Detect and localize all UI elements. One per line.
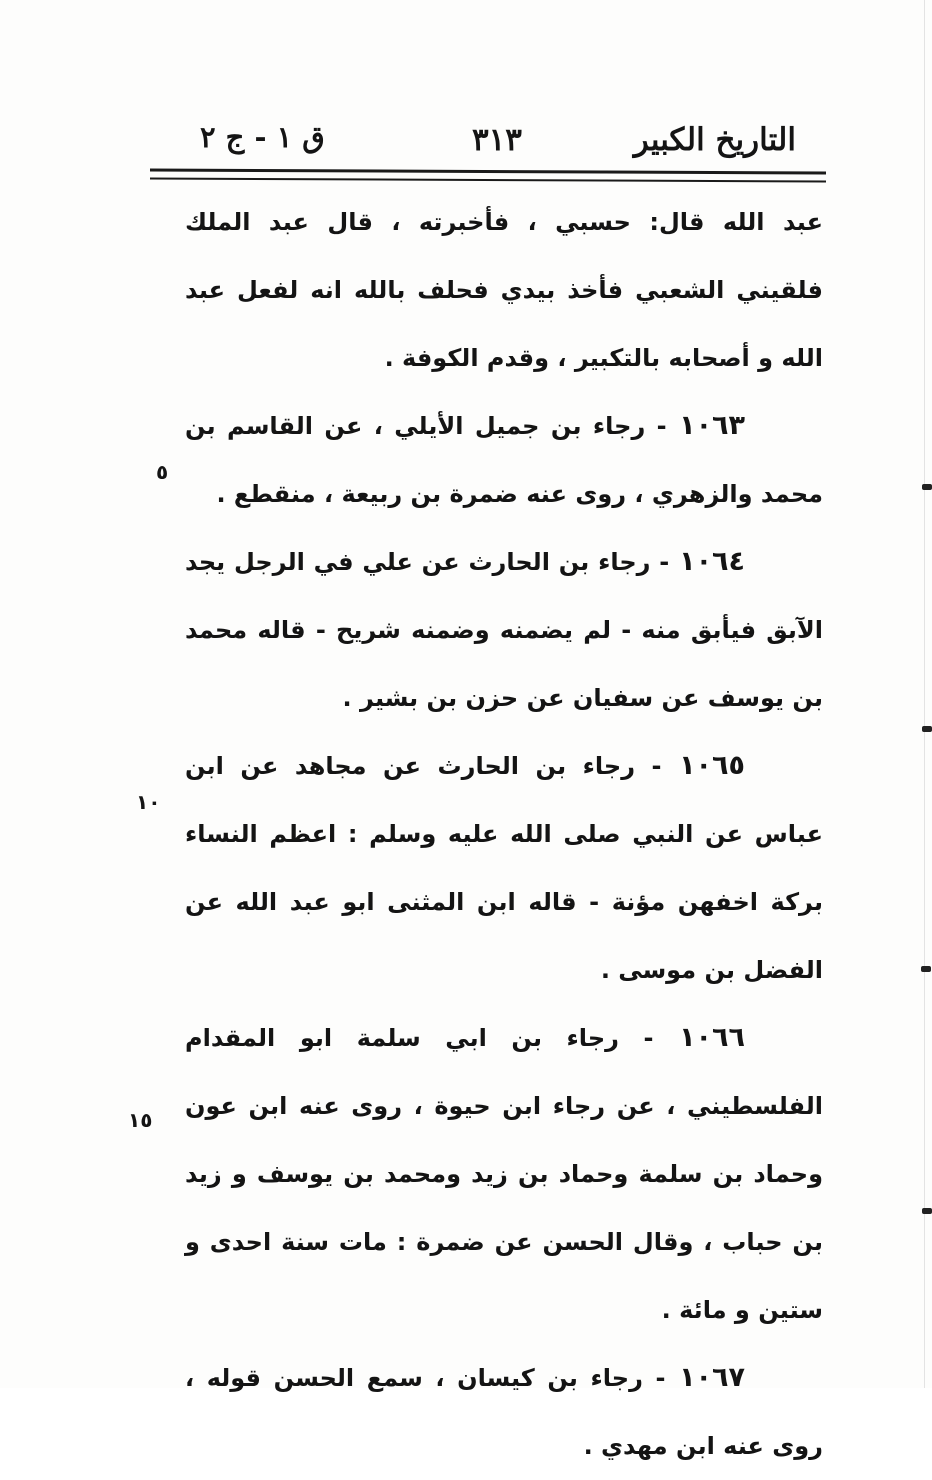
binding-hole: [922, 726, 932, 732]
binding-hole: [921, 966, 931, 972]
entry-number: ١٠٦٤: [669, 546, 746, 577]
binding-hole: [922, 1208, 932, 1214]
binding-hole: [922, 484, 932, 490]
entry-text: - رجاء بن الحارث عن علي في الرجل يجد الآبق فيأبق منه - لم يضمنه وضمنه شريح - قاله محمد بن يوسف عن سفيان عن حزن بن بشير .: [185, 548, 823, 712]
continuation-paragraph: [185, 188, 823, 392]
entry-1067: [185, 1344, 823, 1480]
text-line: بيدي فحلف بالله انه لفعل عبد الله و أصحابه بالتكبير ، وقدم: [185, 276, 823, 372]
text-line: عبد الله قال: حسبي ، فأخبرته ، قال عبد الملك فلقيني الشعبي فأخذ: [185, 208, 823, 304]
entry-number: ١٠٦٧: [665, 1362, 745, 1393]
entry-text: - رجاء بن كيسان ، سمع الحسن قوله ، روى عنه ابن مهدي .: [185, 1364, 823, 1460]
entry-1066: [185, 1004, 823, 1344]
entry-text: - رجاء بن ابي سلمة ابو المقدام الفلسطيني ، عن رجاء ابن حيوة ، روى عنه ابن عون وحماد بن سلمة وحماد بن زيد ومحمد بن يوسف و زيد بن حباب ، وقال الحسن عن ضمرة : مات سنة احدى و ستين و مائة .: [185, 1024, 823, 1324]
main-text: [185, 188, 823, 1480]
entry-1063: [185, 392, 823, 528]
entry-number: ١٠٦٥: [661, 750, 745, 781]
entry-1064: [185, 528, 823, 732]
entry-number: ١٠٦٣: [666, 410, 746, 441]
entry-text: - رجاء بن الحارث عن مجاهد عن ابن عباس عن النبي صلى الله عليه وسلم : اعظم النساء بركة اخفهن مؤنة - قاله ابن المثنى ابو عبد الله عن الفضل بن موسى .: [185, 752, 823, 984]
entry-number: ١٠٦٦: [653, 1022, 745, 1053]
margin-line-number: ٥: [156, 460, 169, 484]
text-line: الكوفة .: [384, 344, 479, 372]
entry-text: - رجاء بن جميل الأيلي ، عن القاسم بن محمد والزهري ، روى عنه ضمرة بن ربيعة ، منقطع .: [185, 412, 823, 508]
header-rule-thin: [150, 178, 826, 183]
entry-1065: [185, 732, 823, 1004]
volume-indicator: ق ١ - ج ٢: [200, 120, 325, 154]
margin-line-number: ١٠: [136, 790, 161, 814]
page-edge: [924, 0, 925, 1388]
header-rule-thick: [150, 169, 826, 175]
book-title: التاريخ الكبير: [633, 122, 796, 158]
margin-line-number: ١٥: [128, 1108, 153, 1132]
running-header: [150, 118, 820, 168]
page-number: ٣١٣: [472, 122, 522, 158]
